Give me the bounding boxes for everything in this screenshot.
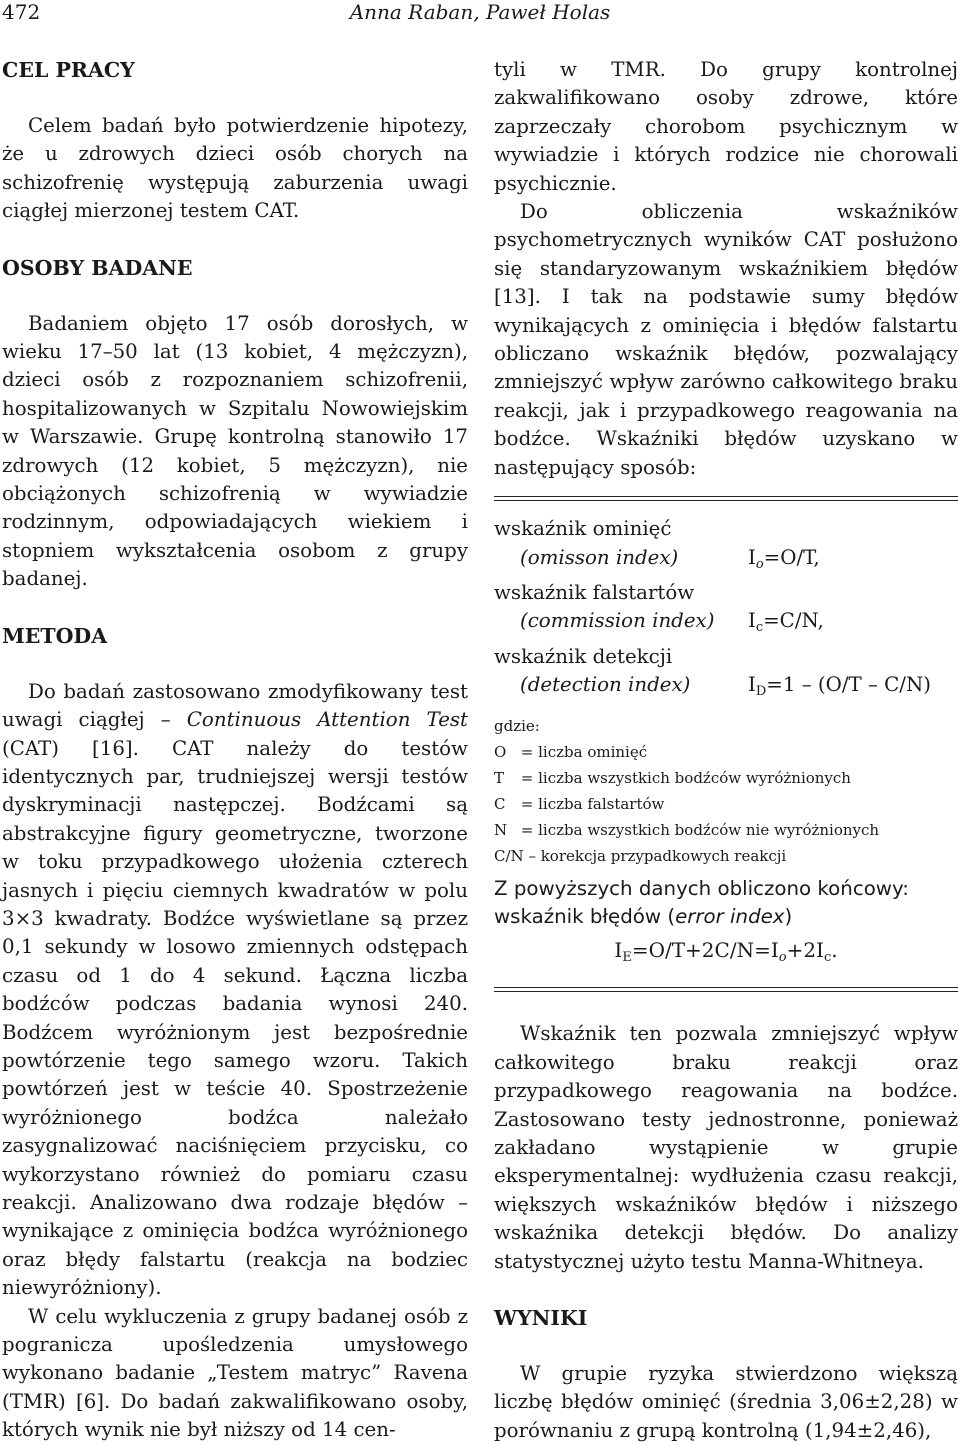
formula-equation: $I_c=C/N$,: [748, 609, 824, 636]
heading-cel-pracy: CEL PRACY: [2, 58, 135, 82]
formula-english: (detection index): [520, 673, 691, 697]
formula-label: wskaźnik detekcji: [494, 644, 673, 668]
formula-row: [494, 544, 958, 579]
paragraph-metoda-2: W celu wykluczenia z grupy badanej osób z pogranicza upośledzenia umysłowego wykonano badanie „Testem matryc” Ravena (TMR) [6]. Do badań zakwalifikowano osoby, których wynik nie był niższy od 14 cen-: [2, 1304, 468, 1442]
formula-equation: $I_D=1 - (O/T - C/N)$: [748, 673, 931, 700]
formula-item: [494, 579, 958, 643]
heading-metoda: METODA: [2, 623, 108, 648]
paragraph-wskaznik: Wskaźnik ten pozwala zmniejszyć wpływ całkowitego braku reakcji oraz przypadkowego reagowania na bodźce. Zastosowano testy jednostronne, ponieważ zakładano wystąpienie w grupie eksperymentalnej: wydłużenia czasu reakcji, większych wskaźników błędów i niższego wskaźnika detekcji błędów. Do analizy statystycznej użyto testu Manna-Whitneya.: [494, 1022, 958, 1273]
formula-english: (omisson index): [520, 545, 679, 569]
paragraph-wyniki: W grupie ryzyka stwierdzono większą liczbę błędów ominięć (średnia 3,06±2,28) w porównaniu z grupą kontrolną (1,94±2,46),: [494, 1362, 958, 1442]
final-index-intro: [494, 875, 958, 932]
legend-gdzie: gdzie:: [494, 716, 540, 735]
legend-row: T = liczba wszystkich bodźców wyróżnionych: [494, 768, 851, 787]
formula-item: [494, 643, 958, 707]
legend-row: C = liczba falstartów: [494, 794, 665, 813]
final-intro-line2: wskaźnik błędów (error index): [494, 904, 793, 928]
legend-row: N = liczba wszystkich bodźców nie wyróżnionych: [494, 820, 880, 839]
page-number: 472: [2, 0, 41, 24]
formula-label: wskaźnik falstartów: [494, 580, 695, 604]
heading-osoby-badane: OSOBY BADANE: [2, 255, 193, 280]
formula-row: [494, 607, 958, 642]
running-head-authors: Anna Raban, Paweł Holas: [349, 0, 611, 24]
legend-row: O = liczba ominięć: [494, 742, 648, 761]
formula-english: (commission index): [520, 609, 715, 633]
metoda-text-italic: Continuous Attention Test: [186, 708, 469, 732]
formula-legend: [494, 713, 958, 869]
final-equation: $I_E=O/T+2C/N=I_o+2I_c$.: [614, 938, 838, 966]
formula-equation: $I_o=O/T$,: [748, 545, 820, 572]
formula-row: [494, 671, 958, 706]
left-column: [2, 56, 468, 1445]
paragraph-osoby-badane: Badaniem objęto 17 osób dorosłych, w wieku 17–50 lat (13 kobiet, 4 mężczyzn), dzieci osób z rozpoznaniem schizofrenii, hospitalizowanych w Szpitalu Nowowiejskim w Warszawie. Grupę kontrolną stanowiło 17 zdrowych (12 kobiet, 5 mężczyzn), nie obciążonych schizofrenią w wywiadzie rodzinnym, odpowiadających wiekiem i stopniem wykształcenia osobom z grupy badanej.: [2, 311, 468, 591]
paragraph-cel-pracy: Celem badań było potwierdzenie hipotezy, że u zdrowych dzieci osób chorych na schizofrenię występują zaburzenia uwagi ciągłej mierzonej testem CAT.: [2, 114, 468, 223]
formula-item: [494, 515, 958, 579]
metoda-text-pre: Do badań zastosowano zmodyfikowany test uwagi ciągłej –: [2, 679, 468, 732]
paragraph-obliczenia: Do obliczenia wskaźników psychometrycznych wyników CAT posłużono się standaryzowanym wskaźnikiem błędów [13]. I tak na podstawie sumy błędów wynikających z ominięcia i błędów falstartu obliczano wskaźnik błędów, pozwalający zmniejszyć wpływ zarówno całkowitego braku reakcji, jak i przypadkowego reagowania na bodźce. Wskaźniki błędów uzyskano w następujący sposób:: [494, 200, 958, 479]
paragraph-continuation: tyli w TMR. Do grupy kontrolnej zakwalifikowano osoby zdrowe, które zaprzeczały chorobom psychicznym w wywiadzie i których rodzice nie chorowali psychicznie.: [494, 58, 958, 195]
paragraph-metoda-1: [2, 678, 468, 1303]
formula-block: [494, 515, 958, 706]
right-column: [494, 56, 958, 1445]
metoda-text-post: (CAT) [16]. CAT należy do testów identycznych par, trudniejszej wersji testów dyskryminacji następczej. Bodźcami są abstrakcyjne figury geometryczne, tworzone w toku przypadkowego ułożenia czterech jasnych i pięciu ciemnych kwadratów w polu 3×3 kwadraty. Bodźce wyświetlane są przez 0,1 sekundy w losowo zmiennych odstępach czasu od 1 do 4 sekund. Łączna liczba bodźców podczas badania wynosi 240. Bodźcem wyróżnionym jest bezpośrednie powtórzenie tego samego wzoru. Takich powtórzeń jest w teście 40. Spostrzeżenie wyróżnionego bodźca należało zasygnalizować naciśnięciem przycisku, co wykorzystano również do pomiaru czasu reakcji. Analizowano dwa rodzaje błędów – wynikające z ominięcia bodźca wyróżnionego oraz błędy falstartu (reakcja na bodziec niewyróżniony).: [2, 736, 468, 1300]
heading-wyniki: WYNIKI: [494, 1306, 588, 1330]
page-header: [0, 0, 960, 30]
legend-row: C/N – korekcja przypadkowych reakcji: [494, 846, 787, 865]
final-intro-line1: Z powyższych danych obliczono końcowy:: [494, 876, 909, 900]
formula-label: wskaźnik ominięć: [494, 517, 672, 541]
